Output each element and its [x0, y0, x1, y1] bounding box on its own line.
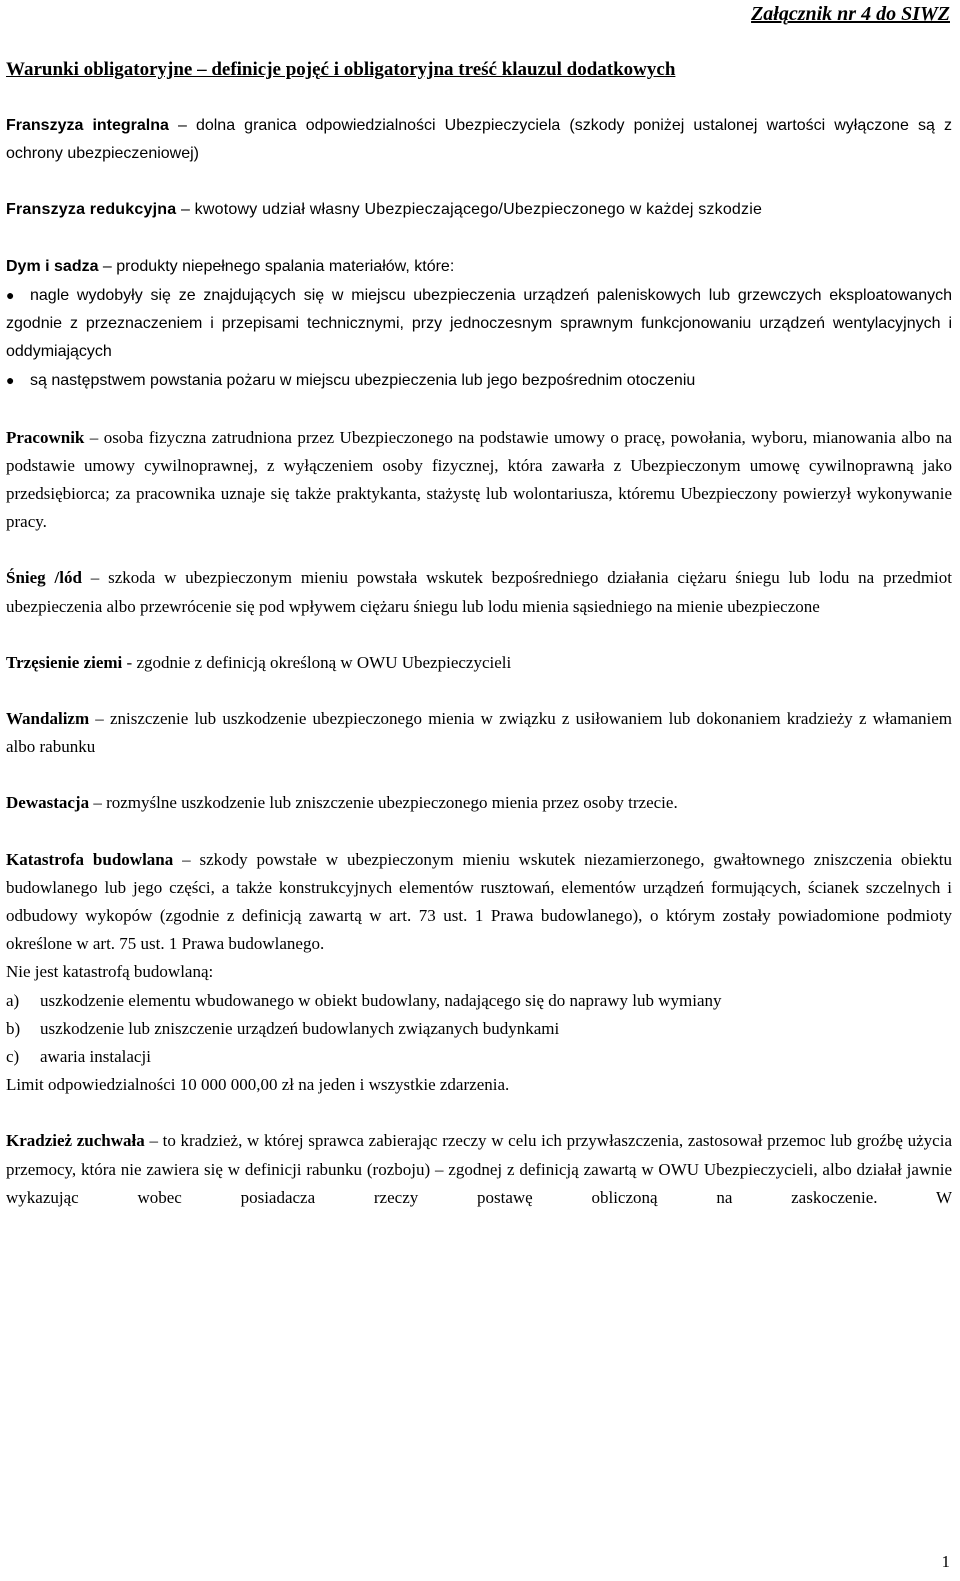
definition-term: Wandalizm	[6, 709, 90, 729]
exclusions-intro: Nie jest katastrofą budowlaną:	[6, 962, 214, 982]
document-title: Warunki obligatoryjne – definicje pojęć i obligatoryjna treść klauzul dodatkowych	[6, 59, 676, 80]
list-item	[6, 1015, 952, 1043]
definition-franszyza-redukcyjna	[6, 196, 952, 224]
definition-text: – zniszczenie lub uszkodzenie ubezpieczonego mienia w związku z usiłowaniem lub dokonaniem kradzieży z włamaniem albo rabunku	[6, 709, 952, 757]
definition-pracownik	[6, 424, 952, 537]
definition-term: Dewastacja	[6, 793, 90, 813]
definition-term: Franszyza integralna	[6, 117, 169, 134]
list-item-text: uszkodzenie elementu wbudowanego w obiekt budowlany, nadającego się do naprawy lub wymiany	[40, 990, 722, 1010]
definition-text: – szkody powstałe w ubezpieczonym mieniu wskutek niezamierzonego, gwałtownego zniszczenia obiektu budowlanego lub jego części, a także konstrukcyjnych elementów rusztowań, elementów urządzeń formujących, ścianek szczelnych i odbudowy wykopów (zgodnie z definicją zawartą w art. 73 ust. 1 Prawa budowlanego), o którym zostały powiadomione podmioty określone w art. 75 ust. 1 Prawa budowlanego.	[6, 849, 952, 954]
bullet-icon: ●	[6, 286, 15, 303]
definition-term: Pracownik	[6, 427, 85, 447]
definition-term: Dym i sadza	[6, 257, 99, 275]
annex-label: Załącznik nr 4 do SIWZ	[751, 3, 950, 25]
list-item	[6, 1043, 952, 1071]
definition-dym-i-sadza	[6, 253, 952, 281]
definition-text: - zgodnie z definicją określoną w OWU Ubezpieczycieli	[122, 652, 512, 672]
definition-dewastacja	[6, 789, 952, 817]
list-marker: a)	[6, 990, 20, 1010]
definition-paragraph	[6, 846, 952, 959]
definition-text: – to kradzież, w której sprawca zabierając rzeczy w celu ich przywłaszczenia, zastosował przemoc lub groźbę użycia przemocy, która nie zawiera się w definicji rabunku (rozboju) – zgodnej z definicją zawartą w OWU Ubezpieczycieli, albo działał jawnie wykazując wobec posiadacza rzeczy postawę obliczoną na zaskoczenie. W	[6, 1131, 952, 1207]
definition-franszyza-integralna	[6, 112, 952, 168]
definition-term: Śnieg /lód	[6, 568, 82, 588]
definition-term: Katastrofa budowlana	[6, 849, 174, 869]
definition-wandalizm	[6, 705, 952, 761]
definition-snieg-lod	[6, 564, 952, 620]
list-marker: b)	[6, 1018, 21, 1038]
document-body	[6, 112, 952, 1240]
definition-kradziez-zuchwala	[6, 1127, 952, 1212]
definition-text: – szkoda w ubezpieczonym mieniu powstała wskutek bezpośredniego działania ciężaru śniegu lub lodu na przedmiot ubezpieczenia albo przewrócenie się pod wpływem ciężaru śniegu lub lodu mienia sąsiedniego na mienie ubezpieczone	[6, 568, 952, 616]
page-number: 1	[941, 1552, 950, 1571]
definition-term: Trzęsienie ziemi	[6, 652, 123, 672]
bullet-icon: ●	[6, 372, 15, 389]
list-item-text: uszkodzenie lub zniszczenie urządzeń budowlanych związanych budynkami	[40, 1018, 560, 1038]
definition-term: Kradzież zuchwała	[6, 1131, 145, 1151]
bullet-item	[6, 281, 952, 367]
definition-text: – kwotowy udział własny Ubezpieczającego/Ubezpieczonego w każdej szkodzie	[176, 201, 763, 219]
bullet-item	[6, 366, 952, 395]
definition-text: – dolna granica odpowiedzialności Ubezpieczyciela (szkody poniżej ustalonej wartości wyłączone są z ochrony ubezpieczeniowej)	[6, 117, 952, 163]
bullet-text: nagle wydobyły się ze znajdujących się w miejscu ubezpieczenia urządzeń paleniskowych lub grzewczych eksploatowanych zgodnie z przeznaczeniem i przepisami technicznymi, przy jednoczesnym sprawnym funkcjonowaniu urządzeń wentylacyjnych i oddymiających	[6, 286, 952, 361]
definition-text: – rozmyślne uszkodzenie lub zniszczenie ubezpieczonego mienia przez osoby trzecie.	[89, 793, 678, 813]
bullet-text: są następstwem powstania pożaru w miejscu ubezpieczenia lub jego bezpośrednim otoczeniu	[30, 372, 696, 390]
list-marker: c)	[6, 1047, 20, 1067]
definition-text: – produkty niepełnego spalania materiałów, które:	[98, 257, 455, 275]
liability-limit: Limit odpowiedzialności 10 000 000,00 zł na jeden i wszystkie zdarzenia.	[6, 1075, 510, 1095]
list-item	[6, 987, 952, 1015]
definition-term: Franszyza redukcyjna	[6, 201, 177, 219]
definition-katastrofa-budowlana	[6, 846, 952, 1100]
definition-text: – osoba fizyczna zatrudniona przez Ubezpieczonego na podstawie umowy o pracę, powołania, wyboru, mianowania albo na podstawie umowy cywilnoprawnej, z wyłączeniem osoby fizycznej, która zawarła z Ubezpieczonym umowę cywilnoprawną jako przedsiębiorca; za pracownika uznaje się także praktykanta, stażystę lub wolontariusza, któremu Ubezpieczony powierzył wykonywanie pracy.	[6, 427, 952, 532]
exclusions-list	[6, 987, 952, 1072]
definition-trzesienie-ziemi	[6, 649, 952, 677]
list-item-text: awaria instalacji	[40, 1047, 151, 1067]
